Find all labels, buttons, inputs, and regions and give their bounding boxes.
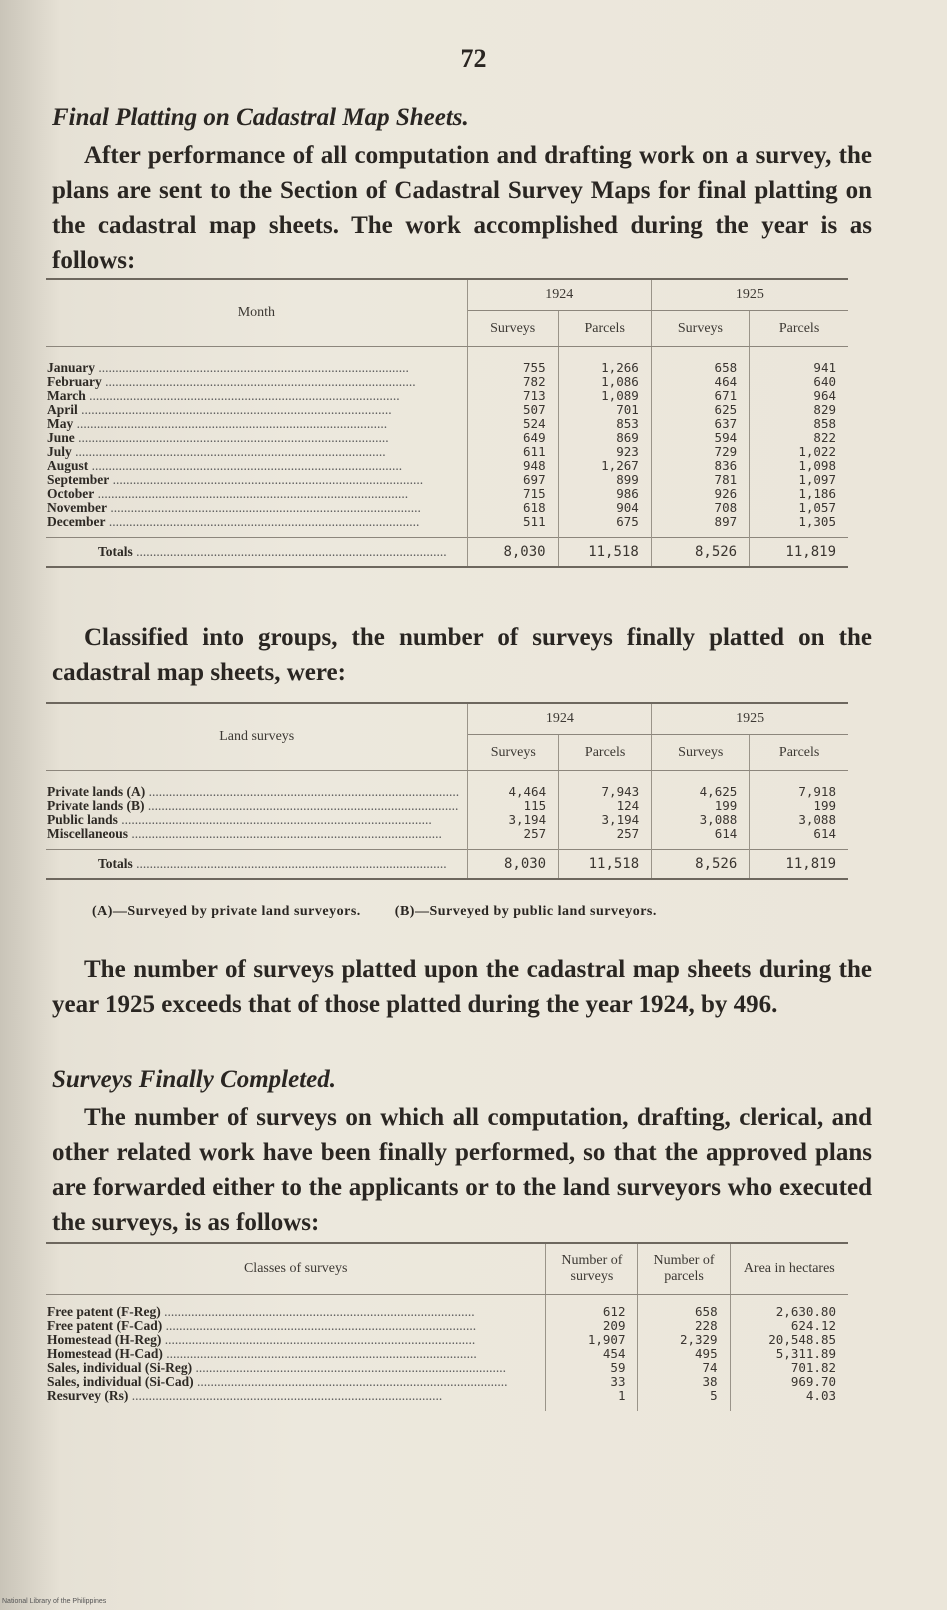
table2-header-year-b: 1925	[652, 703, 848, 735]
table-cell: 464	[651, 375, 749, 389]
table-cell: 74	[638, 1361, 730, 1375]
table1-subheader: Surveys	[651, 311, 749, 347]
monthly-platting-table	[46, 278, 848, 568]
row-label: February .....	[46, 375, 467, 389]
table-cell: 38	[638, 1375, 730, 1389]
library-credit: National Library of the Philippines	[2, 1598, 107, 1605]
row-label: September .....	[46, 473, 467, 487]
table-row	[46, 473, 848, 487]
row-label: Private lands (B) .....	[46, 799, 468, 813]
table-cell: 1,305	[798, 514, 836, 529]
table-cell: 708	[651, 501, 749, 515]
table-cell: 899	[558, 473, 651, 487]
table-row	[46, 827, 848, 850]
table-row	[46, 375, 848, 389]
section-title-final-platting: Final Platting on Cadastral Map Sheets.	[52, 104, 469, 131]
table1-header-year-b: 1925	[651, 279, 848, 311]
table-cell: 941	[813, 360, 836, 375]
table-cell: 614	[652, 827, 750, 850]
row-label: June .....	[46, 431, 467, 445]
surveys-completed-table	[46, 1242, 848, 1411]
table2-totals-label: Totals .....	[46, 850, 468, 880]
table-cell: 624.12	[790, 1318, 836, 1333]
table-cell: 7,943	[559, 771, 652, 800]
table-cell: 1,022	[798, 444, 836, 459]
land-surveys-table	[46, 702, 848, 880]
footnote-b: (B)—Surveyed by public land surveyors.	[394, 904, 657, 919]
table3-header-parcels: Number of parcels	[638, 1243, 730, 1295]
table-cell: 524	[467, 417, 558, 431]
table-cell: 5	[638, 1389, 730, 1411]
table1-total-cell: 11,819	[750, 538, 848, 568]
table-row	[46, 1333, 848, 1347]
table-cell: 228	[638, 1319, 730, 1333]
table-cell: 618	[467, 501, 558, 515]
table3-header-area: Area in hectares	[730, 1243, 848, 1295]
table-cell: 986	[558, 487, 651, 501]
table2-total-cell: 8,030	[468, 850, 559, 880]
row-label: December .....	[46, 515, 467, 538]
table-cell: 495	[638, 1347, 730, 1361]
table-row	[46, 1319, 848, 1333]
table-cell: 2,329	[638, 1333, 730, 1347]
table-cell: 869	[558, 431, 651, 445]
row-label: Public lands .....	[46, 813, 468, 827]
table2-total-cell: 11,518	[559, 850, 652, 880]
table-cell: 1,089	[558, 389, 651, 403]
table-cell: 853	[558, 417, 651, 431]
table-cell: 904	[558, 501, 651, 515]
table-cell: 4,625	[652, 771, 750, 800]
table-cell: 3,088	[652, 813, 750, 827]
table-cell: 658	[651, 347, 749, 376]
table-cell: 640	[813, 374, 836, 389]
table2-total-cell: 11,819	[750, 850, 848, 880]
table-row	[46, 771, 848, 800]
table2-subheader: Parcels	[559, 735, 652, 771]
table-row	[46, 389, 848, 403]
paragraph-final-platting: After performance of all computation and drafting work on a survey, the plans are sent to the Section of Cadastral Survey Maps for final platting on the cadastral map sheets. The work accomplished during the year is as follows:	[52, 142, 872, 274]
table-cell: 697	[467, 473, 558, 487]
table-cell: 923	[558, 445, 651, 459]
row-label: Free patent (F-Reg) .....	[46, 1295, 546, 1320]
table-row	[46, 431, 848, 445]
table1-header-year-a: 1924	[467, 279, 651, 311]
table-cell: 3,088	[798, 812, 836, 827]
table-cell: 1,266	[558, 347, 651, 376]
table-cell: 257	[559, 827, 652, 850]
table-cell: 755	[467, 347, 558, 376]
row-label: May .....	[46, 417, 467, 431]
paragraph-classified: Classified into groups, the number of surveys finally platted on the cadastral map sheets, were:	[52, 624, 872, 686]
row-label: Sales, individual (Si-Cad) .....	[46, 1375, 546, 1389]
row-label: July .....	[46, 445, 467, 459]
footnote-a: (A)—Surveyed by private land surveyors.	[92, 904, 361, 919]
row-label: Homestead (H-Cad) .....	[46, 1347, 546, 1361]
table-cell: 836	[651, 459, 749, 473]
table3-header-classes: Classes of surveys	[46, 1243, 546, 1295]
table-cell: 675	[558, 515, 651, 538]
table1-total-cell: 8,030	[467, 538, 558, 568]
table-row	[46, 417, 848, 431]
row-label: November .....	[46, 501, 467, 515]
row-label: Free patent (F-Cad) .....	[46, 1319, 546, 1333]
table-row	[46, 1295, 848, 1320]
table-cell: 257	[468, 827, 559, 850]
table-cell: 20,548.85	[768, 1332, 836, 1347]
table2-header-land-surveys: Land surveys	[46, 703, 468, 771]
table-cell: 454	[546, 1347, 638, 1361]
table-cell: 715	[467, 487, 558, 501]
row-label: October .....	[46, 487, 467, 501]
table-cell: 829	[813, 402, 836, 417]
table2-subheader: Surveys	[468, 735, 559, 771]
table-cell: 4,464	[468, 771, 559, 800]
table-cell: 4.03	[805, 1388, 836, 1403]
table-row	[46, 445, 848, 459]
table-cell: 594	[651, 431, 749, 445]
table-row	[46, 1347, 848, 1361]
table-row	[46, 1361, 848, 1375]
paragraph-comparison: The number of surveys platted upon the cadastral map sheets during the year 1925 exceeds that of those platted during the year 1924, by 496.	[52, 956, 872, 1018]
row-label: Resurvey (Rs) .....	[46, 1389, 546, 1411]
paragraph-surveys-completed: The number of surveys on which all computation, drafting, clerical, and other related work have been finally performed, so that the approved plans are forwarded either to the applicants or to the land surveyors who executed the surveys, is as follows:	[52, 1104, 872, 1236]
table-cell: 507	[467, 403, 558, 417]
table-row	[46, 813, 848, 827]
table-cell: 611	[467, 445, 558, 459]
table-cell: 625	[651, 403, 749, 417]
table2-footnotes	[92, 904, 687, 920]
table-cell: 964	[813, 388, 836, 403]
table1-total-cell: 8,526	[651, 538, 749, 568]
table-cell: 897	[651, 515, 749, 538]
table-cell: 948	[467, 459, 558, 473]
table2-subheader: Surveys	[652, 735, 750, 771]
table-cell: 1,098	[798, 458, 836, 473]
table-cell: 115	[468, 799, 559, 813]
table2-subheader: Parcels	[750, 735, 848, 771]
table-cell: 199	[652, 799, 750, 813]
row-label: August .....	[46, 459, 467, 473]
table-cell: 199	[813, 798, 836, 813]
table-cell: 1,086	[558, 375, 651, 389]
row-label: Homestead (H-Reg) .....	[46, 1333, 546, 1347]
section-title-surveys-completed: Surveys Finally Completed.	[52, 1066, 337, 1093]
table1-subheader: Surveys	[467, 311, 558, 347]
page-number: 72	[460, 44, 487, 73]
table-cell: 209	[546, 1319, 638, 1333]
table-cell: 671	[651, 389, 749, 403]
table-cell: 729	[651, 445, 749, 459]
row-label: Private lands (A) .....	[46, 771, 468, 800]
table-row	[46, 1375, 848, 1389]
table-cell: 822	[813, 430, 836, 445]
table1-header-month: Month	[46, 279, 467, 347]
table-cell: 701	[558, 403, 651, 417]
table1-subheader: Parcels	[558, 311, 651, 347]
table-cell: 969.70	[790, 1374, 836, 1389]
table-cell: 3,194	[559, 813, 652, 827]
table-cell: 59	[546, 1361, 638, 1375]
table3-header-surveys: Number of surveys	[546, 1243, 638, 1295]
table-cell: 781	[651, 473, 749, 487]
table-cell: 637	[651, 417, 749, 431]
table2-header-year-a: 1924	[468, 703, 652, 735]
table-cell: 713	[467, 389, 558, 403]
table-cell: 1,267	[558, 459, 651, 473]
table1-subheader: Parcels	[750, 311, 848, 347]
table-cell: 858	[813, 416, 836, 431]
table-cell: 1,907	[546, 1333, 638, 1347]
table-cell: 33	[546, 1375, 638, 1389]
table-cell: 1,097	[798, 472, 836, 487]
table-cell: 658	[638, 1295, 730, 1320]
table-row	[46, 347, 848, 376]
table-row	[46, 403, 848, 417]
table-cell: 124	[559, 799, 652, 813]
table-row	[46, 515, 848, 538]
table-cell: 614	[813, 826, 836, 841]
table-cell: 3,194	[468, 813, 559, 827]
table-row	[46, 1389, 848, 1411]
table-row	[46, 487, 848, 501]
row-label: Miscellaneous .....	[46, 827, 468, 850]
row-label: Sales, individual (Si-Reg) .....	[46, 1361, 546, 1375]
table1-totals-label: Totals .....	[46, 538, 467, 568]
row-label: January .....	[46, 347, 467, 376]
table-cell: 649	[467, 431, 558, 445]
table-cell: 782	[467, 375, 558, 389]
table2-total-cell: 8,526	[652, 850, 750, 880]
table-cell: 1	[546, 1389, 638, 1411]
table-row	[46, 799, 848, 813]
table-cell: 7,918	[798, 784, 836, 799]
table-cell: 1,057	[798, 500, 836, 515]
table1-total-cell: 11,518	[558, 538, 651, 568]
table-row	[46, 501, 848, 515]
row-label: March .....	[46, 389, 467, 403]
table-row	[46, 459, 848, 473]
table-cell: 612	[546, 1295, 638, 1320]
table-cell: 5,311.89	[775, 1346, 836, 1361]
table-cell: 1,186	[798, 486, 836, 501]
table-cell: 701.82	[790, 1360, 836, 1375]
table-cell: 511	[467, 515, 558, 538]
row-label: April .....	[46, 403, 467, 417]
table-cell: 926	[651, 487, 749, 501]
table-cell: 2,630.80	[775, 1304, 836, 1319]
